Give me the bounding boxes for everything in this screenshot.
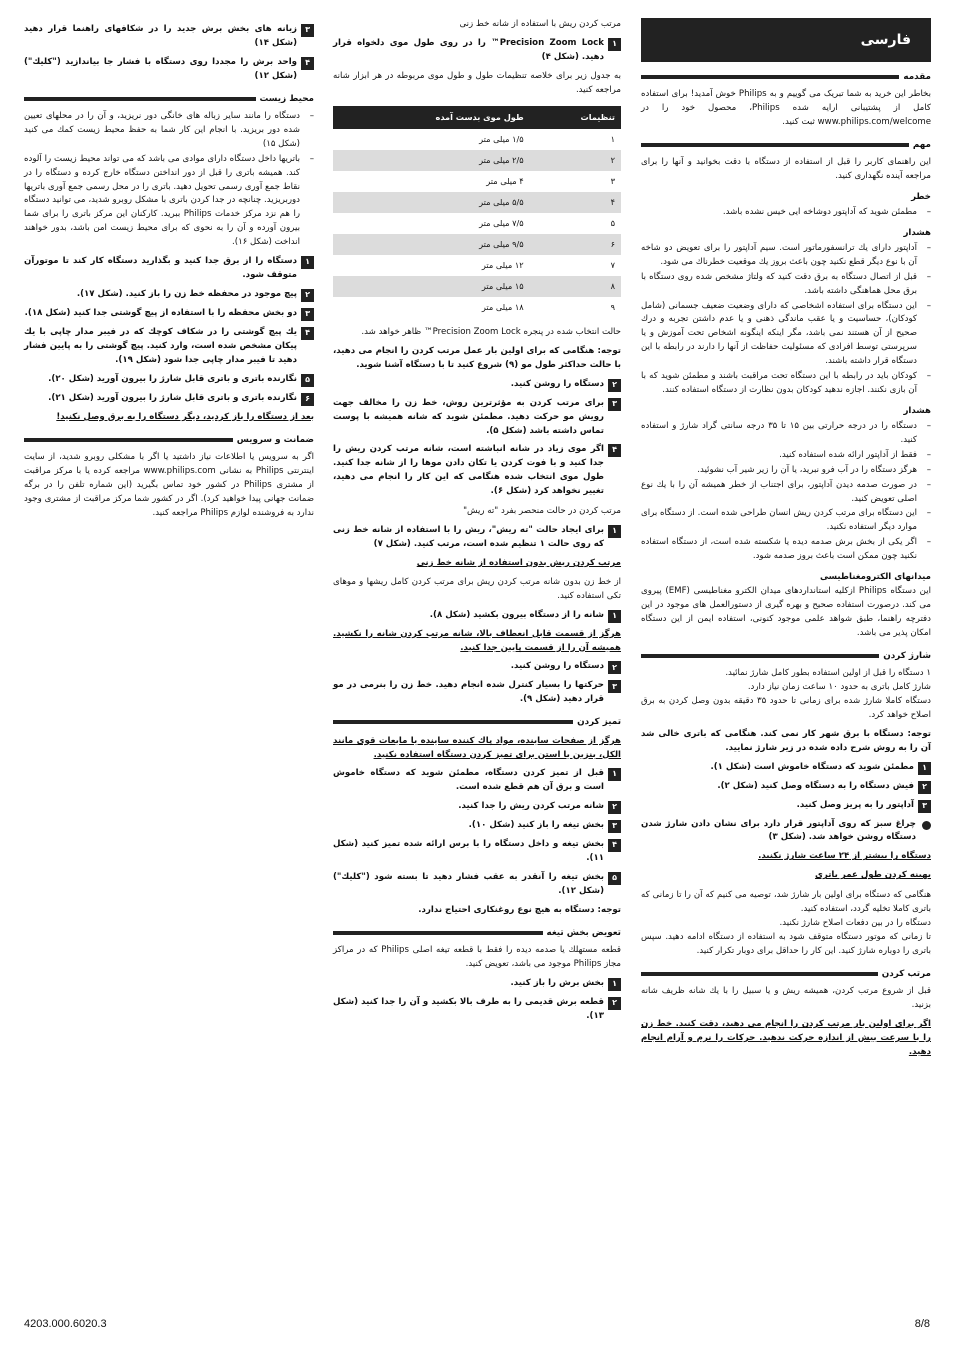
step-text: یك پیچ گوشتی را در شکاف کوچك که در فیبر مدار چاپی با یك پیکان مشخص شده است، وارد کنید. پیچ گوشتی را به پایین فشار دهید تا فیبر مدار چاپی جدا شود (شکل ۱۹).	[24, 327, 297, 365]
danger-label: خطر	[911, 192, 931, 203]
table-cell: ۶	[530, 234, 621, 255]
warning-list	[641, 242, 931, 398]
step-text: بخش برش را باز کنید.	[510, 977, 604, 988]
cleaning-warning: هرگز از صفحات ساینده، مواد پاك کننده ساینده یا مایعات قوی مانند الکل، بنزین یا استن برای تمیز کردن دستگاه استفاده نکنید.	[333, 735, 621, 760]
table-cell: ۱	[610, 133, 615, 144]
step-number: ۳	[608, 398, 621, 411]
trim-step	[333, 397, 621, 439]
table-cell: ۲	[530, 150, 621, 171]
table-cell: ۱/۵ میلی متر	[479, 133, 524, 144]
environment-step	[24, 307, 314, 321]
environment-step	[24, 373, 314, 387]
step-text: فیش دستگاه را به دستگاه وصل کنید (شکل ۲).	[717, 780, 914, 791]
step-number: ۴	[608, 839, 621, 852]
bullet-dot-icon	[922, 821, 931, 830]
step-number: ۲	[608, 997, 621, 1010]
step-text: شانه را از دستگاه بیرون بکشید (شکل ۸).	[429, 609, 604, 620]
step-number: ۱	[608, 978, 621, 991]
table-cell: ۵	[610, 217, 615, 228]
list-item: – این دستگاه برای مرتب کردن ریش انسان طراحی شده است. از دستگاه برای موارد دیگر استفاده نکنید.	[641, 507, 931, 535]
list-item: – قبل از اتصال دستگاه به برق دقت کنید که ولتاژ مشخص شده روی دستگاه با برق محل هماهنگی داشته باشد.	[641, 271, 931, 299]
step-number: ۲	[301, 289, 314, 302]
important-text: این راهنمای کاربر را قبل از استفاده از دستگاه با دقت بخوانید و آنها را برای مراجعه آینده نگهداری کنید.	[641, 157, 931, 182]
table-row	[333, 255, 621, 276]
step-text: پیچ موجود در محفظه خط زن را باز کنید. (شکل ۱۷).	[76, 289, 297, 299]
environment-step	[24, 255, 314, 283]
step-text: حرکتها را بسیار کنترل شده انجام دهید. خط زن را بنرمی در مو قرار دهید (شکل ۹).	[333, 680, 604, 705]
environment-step	[24, 288, 314, 302]
step-number: ۲	[608, 801, 621, 814]
charging-step	[641, 761, 931, 775]
step-text: بخش تیغه و داخل دستگاه را با برس ارائه شده تمیز کنید (شکل ۱۱).	[333, 839, 604, 864]
table-row	[333, 192, 621, 213]
section-heading-charging: شارژ کردن	[641, 649, 931, 663]
language-banner	[641, 18, 931, 62]
nocomb-text: از خط زن بدون شانه مرتب کردن ریش برای مرتب کردن کامل ریشها و موهای تکی استفاده کنید.	[333, 576, 621, 601]
table-cell: ۹	[610, 301, 615, 312]
list-item: – کودکان باید در رابطه با این دستگاه تحت مراقبت باشند و مطمئن شوید که با آن بازی نکنند. اجازه ندهید کودکان بدون نظارت از دستگاه استفاده کنند.	[641, 370, 931, 398]
step-text: دستگاه را از برق جدا کنید و بگذارید دستگاه کار کند تا موتورآن متوقف شود.	[24, 256, 297, 281]
step-number: ۴	[608, 444, 621, 457]
step-text: اگر موی زیاد در شانه انباشته است، شانه مرتب کردن ریش را جدا کنید و با فوت کردن یا تکان دادن موها را از شانه جدا کنید. طول موی انتخاب شده هنگامی که این کار را انجام می دهید، تغییر نخواهد کرد (شکل ۶).	[333, 444, 604, 497]
settings-table	[333, 106, 621, 318]
step-text: واحد برش را مجددا روی دستگاه با فشار جا بیاندازید ("کلیك") (شکل ۱۲)	[24, 56, 297, 81]
list-item: – در صورت صدمه دیدن آداپتور، برای اجتناب از خطر همیشه آن را با یك نوع اصلی تعویض کنید.	[641, 479, 931, 507]
step-number: ۱	[608, 38, 621, 51]
emf-label: میدانهای الکترومغناطیسی	[819, 572, 931, 583]
nocomb-step	[333, 660, 621, 674]
step-text: آداپتور را به پریز وصل کنید.	[796, 799, 914, 810]
environment-warning: بعد از دستگاه را باز کردید، دیگر دستگاه را به برق وصل نکنید!	[56, 411, 314, 422]
cleaning-note: توجه: دستگاه به هیچ نوع روغنکاری احتیاج ندارد.	[418, 904, 621, 915]
table-cell: ۸	[530, 276, 621, 297]
replacement-step	[333, 996, 621, 1024]
environment-list	[24, 110, 314, 250]
nocomb-step	[333, 609, 621, 623]
environment-step	[24, 326, 314, 368]
list-item: – آداپتور دارای یك ترانسفورماتور است. سیم آداپتور را برای تعویض دو شاخه آن با نوع دیگر قطع نکنید چون باعث بروز یك موقعیت خطرناك می شود.	[641, 242, 931, 270]
trim-warning: اگر برای اولین بار مرتب کردن را انجام می دهید، دقت کنید. خط زن را با سرعت بیش از اندازه حرکت ندهید. حرکات را نرم و آرام انجام دهید.	[641, 1018, 931, 1057]
middle-column	[333, 18, 621, 1029]
warning-label: هشدار	[903, 227, 931, 238]
replacement-step	[24, 23, 314, 51]
table-row	[333, 276, 621, 297]
column-header: طول موی بدست آمده	[333, 106, 530, 129]
step-number: ۳	[301, 24, 314, 37]
table-cell: ۱۸ میلی متر	[481, 301, 524, 312]
cleaning-step	[333, 871, 621, 899]
charging-bullet: چراغ سبز که روی آداپتور قرار دارد برای نشان دادن شارژ شدن دستگاه روشن خواهد شد. (شکل ۳)	[641, 818, 931, 846]
nocomb-warning: هرگز از قسمت قابل انعطاف بالا، شانه مرتب کردن شانه را نکشید. همیشه آن را از قسمت پایین جدا کنید.	[333, 628, 621, 653]
table-row	[333, 129, 621, 150]
stubble-intro: مرتب کردن در حالت منحصر بفرد "ته ریش"	[463, 506, 621, 517]
step-number: ۳	[608, 680, 621, 693]
emf-text: این دستگاه Philips ازکلیه استانداردهای میدان الکترو مغناطیسی (EMF) پیروی می کند. درصورت استفاده صحیح و بهره گیری از دستورالعمل های موجود در این دفترچه راهنما، طبق شواهد علمی موجود کنونی، استفاده ایمن از این دستگاه امکان پذیر می باشد.	[641, 586, 931, 638]
list-item: – هرگز دستگاه را در آب فرو نبرید، یا آن را زیر شیر آب نشوئید.	[641, 464, 931, 478]
list-item: – اگر یکی از بخش برش صدمه دیده یا شکسته شده است، از دستگاه استفاده نکنید چون ممکن است باعث بروز صدمه شود.	[641, 536, 931, 564]
list-item: – دستگاه را در درجه حرارتی بین ۱۵ تا ۳۵ درجه سانتی گراد شارژ و استفاده کنید.	[641, 420, 931, 448]
section-heading-guarantee: ضمانت و سرویس	[24, 433, 314, 447]
comb-step	[333, 37, 621, 65]
section-heading-intro: مقدمه	[641, 70, 931, 84]
nocomb-step	[333, 679, 621, 707]
list-item: – این دستگاه برای استفاده اشخاصی که دارای وضعیت ضعیف جسمانی (شامل کودکان)، حساسیت و یا عقب ماندگی ذهنی و یا عدم داشتن تجربه و درك صحیح از آن هستند نمی باشد، مگر اینکه اینگونه اشخاص تحت آموزش و یا سرپرستی توسط افرادی که مسئولیت حفاظت از آنها را دارند در رابطه با این دستگاه قرار داشته باشند.	[641, 300, 931, 370]
step-number: ۴	[301, 327, 314, 340]
section-heading-cleaning: تمیز کردن	[333, 715, 621, 729]
battery-text: دستگاه را در بین دفعات اصلاح شارژ نکنید.	[779, 918, 931, 929]
trim-step	[333, 443, 621, 499]
step-text: دستگاه را روشن کنید.	[510, 378, 604, 389]
note: توجه: هنگامی که برای اولین بار عمل مرتب کردن را انجام می دهید، با حالت حداکثر طول مو (۹) شروع کنید تا با دستگاه آشنا شوید.	[333, 345, 621, 370]
table-cell: ۱۲ میلی متر	[481, 259, 524, 270]
step-text: برای مرتب کردن به مؤثرترین روش، خط زن را مخالف جهت رویش مو حرکت دهید. مطمئن شوید که شانه همیشه با پوست تماس داشته باشد (شکل ۵).	[333, 397, 604, 436]
table-row	[333, 234, 621, 255]
step-number: ۱	[608, 525, 621, 538]
step-number: ۲	[608, 661, 621, 674]
table-cell: ۵/۵ میلی متر	[333, 192, 530, 213]
charging-text: دستگاه کاملا شارژ شده برای زمانی تا حدود ۳۵ دقیقه بدون وصل کردن به برق اصلاح خواهد کرد.	[641, 695, 931, 720]
step-number: ۱	[301, 256, 314, 269]
step-number: ۳	[301, 308, 314, 321]
charging-text: ۱ دستگاه را قبل از اولین استفاده بطور کامل شارژ نمائید.	[725, 668, 931, 679]
step-number: ۳	[608, 820, 621, 833]
intro-text: بخاطر این خرید به شما تبریک می گوییم و به Philips خوش آمدید! برای استفاده کامل از پشتیبانی ارایه شده Philips، محصول خود را در www.philips.com/welcome ثبت کنید.	[641, 89, 932, 128]
charging-note: توجه: دستگاه با برق شهر کار نمی کند. هنگامی که باتری خالی شد آن را به روش شرح داده شده در زیر شارژ نمایید.	[641, 728, 931, 753]
step-text: دستگاه را روشن کنید.	[510, 661, 604, 672]
table-row	[333, 150, 621, 171]
list-item: – دستگاه را مانند سایر زباله های خانگی دور نریزید، و آن را در محلهای تعیین شده دور بریزید. با انجام این کار شما به حفظ محیط زیست کمك می کنید (شکل ۱۵)	[24, 110, 314, 152]
page-number: 8/8	[914, 1318, 930, 1330]
table-cell: ۷	[610, 259, 615, 270]
step-text: شانه مرتب کردن ریش را جدا کنید.	[458, 801, 604, 812]
comb-title: مرتب کردن ریش با استفاده از شانه خط زنی	[459, 19, 621, 29]
battery-text: تا زمانی که موتور دستگاه متوقف شود به استفاده از دستگاه ادامه دهید. سپس باتری را دوباره شارژ کنید. این کار را حداقل برای دوبار تکرار کنید.	[641, 932, 931, 956]
environment-step	[24, 392, 314, 406]
step-text: مطمئن شوید که دستگاه خاموش است (شکل ۱).	[710, 761, 914, 772]
replacement-step	[333, 977, 621, 991]
trim-text: قبل از شروع مرتب کردن، همیشه ریش و یا سبیل را با یك شانه ظریف شانه بزنید.	[641, 986, 931, 1011]
table-cell: ۷/۵ میلی متر	[479, 217, 524, 228]
table-row	[333, 171, 621, 192]
replacement-step	[24, 56, 314, 84]
charging-text: شارژ کامل باتری به حدود ۱۰ ساعت زمان نیاز دارد.	[747, 681, 931, 692]
section-heading-environment: محیط زیست	[24, 92, 314, 106]
left-column	[24, 18, 314, 521]
charging-step	[641, 799, 931, 813]
step-number: ۱	[918, 762, 931, 775]
list-item: – مطمئن شوید که آداپتور دوشاخه ایی خیس نشده باشد.	[641, 206, 931, 220]
column-header: تنظیمات	[530, 106, 621, 129]
step-text: نگارنده باتری و باتری قابل شارژ را بیرون آورید (شکل ۲۰).	[48, 373, 297, 384]
cleaning-step	[333, 800, 621, 814]
list-item: – فقط از آداپتور ارائه شده استفاده کنید.	[641, 449, 931, 463]
table-row	[333, 213, 621, 234]
step-number: ۶	[301, 393, 314, 406]
step-text: قبل از تمیز کردن دستگاه، مطمئن شوید که دستگاه خاموش است و برق آن هم قطع شده است.	[333, 768, 604, 793]
step-text: دو بخش محفظه را با استفاده از پیچ گوشتی جدا کنید (شکل ۱۸).	[24, 308, 297, 318]
step-number: ۴	[301, 57, 314, 70]
step-number: ۵	[301, 374, 314, 387]
table-header-row	[333, 106, 621, 129]
step-number: ۱	[608, 610, 621, 623]
section-heading-important: مهم	[641, 138, 931, 152]
step-text: Precision Zoom Lock™ را در روی طول موی دلخواه قرار دهید. (شکل ۴)	[333, 37, 604, 62]
step-text: زبانه های بخش برش جدید را در شکافهای راهنما قرار دهید (شکل ۱۴)	[24, 24, 297, 48]
section-heading-replacement: تعویض بخش تیغه	[333, 926, 621, 940]
list-item: – باتریها داخل دستگاه دارای موادی می باشد که می تواند محیط زیست را آلوده کند. همیشه باتری را قبل از دور انداختن دستگاه خارج کرده و دستگاه را در نقاط جمع آوری رسمی تحویل دهید. باتری را در محل رسمی جمع آوری باتریها دوربریزید. چنانچه در جدا کردن باتری با مشکل روبرو شدید، می توانید دستگاه را هم نزد مرکز خدمات Philips ببرید. کارکنان این مرکز باتری را برای شما بیرون آورده و آن را به نحوی که برای محیط زیست امن باشد، بدور خواهند انداخت (شکل ۱۶).	[24, 153, 314, 250]
charging-warning: دستگاه را بیشتر از ۲۴ ساعت شارژ نکنید.	[758, 851, 931, 862]
table-cell: ۹/۵ میلی متر	[333, 234, 530, 255]
table-cell: ۴ میلی متر	[486, 175, 524, 186]
battery-text: هنگامی که دستگاه برای اولین بار شارژ شد، توصیه می کنیم که آن را تا زمانی که باتری کاملا تخلیه گردد، استفاده کنید.	[641, 890, 931, 915]
table-cell: ۲/۵ میلی متر	[333, 150, 530, 171]
cleaning-step	[333, 838, 621, 866]
step-number: ۳	[918, 800, 931, 813]
after-table-text: حالت انتخاب شده در پنجره Precision Zoom Lock™ ظاهر خواهد شد.	[361, 326, 621, 337]
step-text: برای ایجاد حالت "ته ریش"، ریش را با استفاده از شانه خط زنی که روی حالت ۱ تنظیم شده است، مرتب کنید. (شکل ۷)	[333, 525, 604, 549]
cleaning-step	[333, 767, 621, 795]
danger-list	[641, 206, 931, 220]
step-text: قطعه برش قدیمی را به طرف بالا بکشید و آن را جدا کنید (شکل ۱۳).	[333, 996, 604, 1021]
step-text: نگارنده باتری و باتری قابل شارژ را بیرون آورید (شکل ۲۱).	[48, 392, 297, 403]
table-row	[333, 297, 621, 318]
step-number: ۱	[608, 768, 621, 781]
caution-list	[641, 420, 931, 564]
stubble-step	[333, 524, 621, 552]
battery-subheading: بهینه کردن طول عمر باتری	[814, 870, 931, 881]
trim-step	[333, 378, 621, 392]
language-title: فارسی	[860, 31, 911, 48]
step-number: ۲	[608, 379, 621, 392]
step-number: ۲	[918, 781, 931, 794]
table-cell: ۱۵ میلی متر	[333, 276, 530, 297]
guarantee-text: اگر به سرویس یا اطلاعات نیاز داشتید یا اگر با مشکلی روبرو شدید، از سایت اینترنتی Philips به نشانی www.philips.com مراجعه کرده یا با مرکز مراقبت از مشتری Philips در کشور خود تماس بگیرید (این شماره تلفن را در برگه ضمانت جهانی پیدا خواهید کرد). اگر در کشور شما مرکز مراقبت از مشتری وجود ندارد به فروشنده لوازم Philips مراجعه کنید.	[24, 451, 315, 518]
step-text: بخش تیغه را باز کنید (شکل ۱۰).	[468, 820, 604, 831]
step-text: بخش تیغه را آنقدر به عقب فشار دهید تا بسته شود ("کلیك") (شکل ۱۲).	[333, 872, 604, 897]
caution-label: هشدار	[903, 406, 931, 417]
table-cell: ۳	[610, 175, 615, 186]
table-intro: به جدول زیر برای خلاصه تنظیمات طول و طول موی مربوطه در هر ابزار شانه مراجعه کنید.	[333, 70, 621, 95]
replacement-text: قطعه مستهلك یا صدمه دیده را فقط با قطعه تیغه اصلی Philips که در مراکز مجاز Philips موجود می باشد، تعویض کنید.	[333, 945, 621, 970]
step-number: ۵	[608, 872, 621, 885]
document-code: 4203.000.6020.3	[24, 1318, 107, 1330]
nocomb-title: مرتب کردن ریش بدون استفاده از شانه خط زنی	[416, 557, 621, 568]
charging-step	[641, 780, 931, 794]
table-cell: ۴	[530, 192, 621, 213]
right-column	[641, 18, 931, 1065]
section-heading-trimming: مرتب کردن	[641, 967, 931, 981]
cleaning-step	[333, 819, 621, 833]
